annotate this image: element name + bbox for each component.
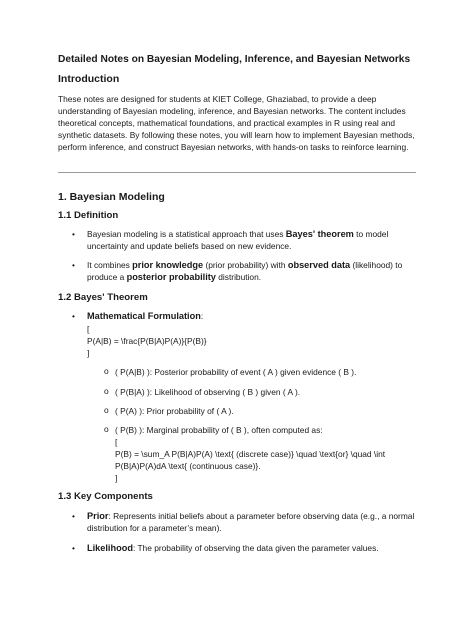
bold-term: Mathematical Formulation (87, 311, 201, 321)
bold-term: Bayes' theorem (285, 229, 354, 239)
bullet-icon: • (72, 311, 75, 321)
sub-bullet-icon: o (104, 386, 109, 396)
component-bullet-prior (87, 510, 417, 534)
bold-term: Prior (87, 511, 109, 521)
horizontal-divider (58, 172, 416, 173)
subsection-heading-key-components: 1.3 Key Components (58, 491, 153, 502)
sub-bullet-prior: ( P(A) ): Prior probability of ( A ). (115, 406, 234, 416)
component-bullet-likelihood (87, 542, 417, 554)
definition-bullet-2 (87, 259, 417, 283)
section-heading-bayesian-modeling: 1. Bayesian Modeling (58, 191, 165, 203)
bold-term: prior knowledge (132, 260, 204, 270)
bold-term: Likelihood (87, 543, 133, 553)
bullet-icon: • (72, 511, 75, 521)
marginal-formula: [ P(B) = \sum_A P(B|A)P(A) \text{ (discrete case)} \quad \text{or} \quad \int P(B|A)P(A)dA \text{ (continuous case)}. ] (115, 437, 386, 484)
definition-bullet-1 (87, 228, 417, 252)
document-title: Detailed Notes on Bayesian Modeling, Inference, and Bayesian Networks (58, 54, 411, 65)
text-run: (likelihood) to produce a (87, 260, 403, 283)
intro-paragraph: These notes are designed for students at KIET College, Ghaziabad, to provide a deep understanding of Bayesian modeling, inference, and Bayesian networks. The content includes theoretical concepts, mathematical foundations, and practical examples in R using real and synthetic datasets. By following these notes, you will learn how to implement Bayesian methods, perform inference, and construct Bayesian networks, with hands-on tasks to reinforce learning. (58, 94, 415, 153)
sub-bullet-icon: o (104, 424, 109, 434)
sub-bullet-marginal: ( P(B) ): Marginal probability of ( B ), often computed as: (115, 425, 323, 435)
sub-bullet-icon: o (104, 366, 109, 376)
intro-heading: Introduction (58, 73, 120, 85)
text-run: : (200, 311, 204, 321)
text-run: : Represents initial beliefs about a parameter before observing data (e.g., a normal distribution for a parameter’s mean). (87, 511, 415, 534)
subsection-heading-definition: 1.1 Definition (58, 210, 119, 221)
sub-bullet-likelihood: ( P(B|A) ): Likelihood of observing ( B ) given ( A ). (115, 387, 301, 397)
bayes-formula: [ P(A|B) = \frac{P(B|A)P(A)}{P(B)} ] (87, 324, 207, 359)
sub-bullet-icon: o (104, 405, 109, 415)
text-run: : The probability of observing the data given the parameter values. (132, 543, 379, 553)
formulation-bullet (87, 310, 417, 322)
bold-term: observed data (287, 260, 351, 270)
text-run: distribution. (215, 272, 262, 283)
bullet-icon: • (72, 229, 75, 239)
text-run: Bayesian modeling is a statistical approach that uses (87, 229, 286, 239)
bullet-icon: • (72, 543, 75, 553)
text-run: to model uncertainty and update beliefs based on new evidence. (87, 229, 389, 252)
sub-bullet-posterior: ( P(A|B) ): Posterior probability of event ( A ) given evidence ( B ). (115, 367, 357, 377)
bold-term: posterior probability (126, 272, 216, 283)
bullet-icon: • (72, 260, 75, 270)
text-run: (prior probability) with (203, 260, 288, 270)
subsection-heading-bayes-theorem: 1.2 Bayes' Theorem (58, 292, 148, 303)
text-run: It combines (87, 260, 133, 270)
